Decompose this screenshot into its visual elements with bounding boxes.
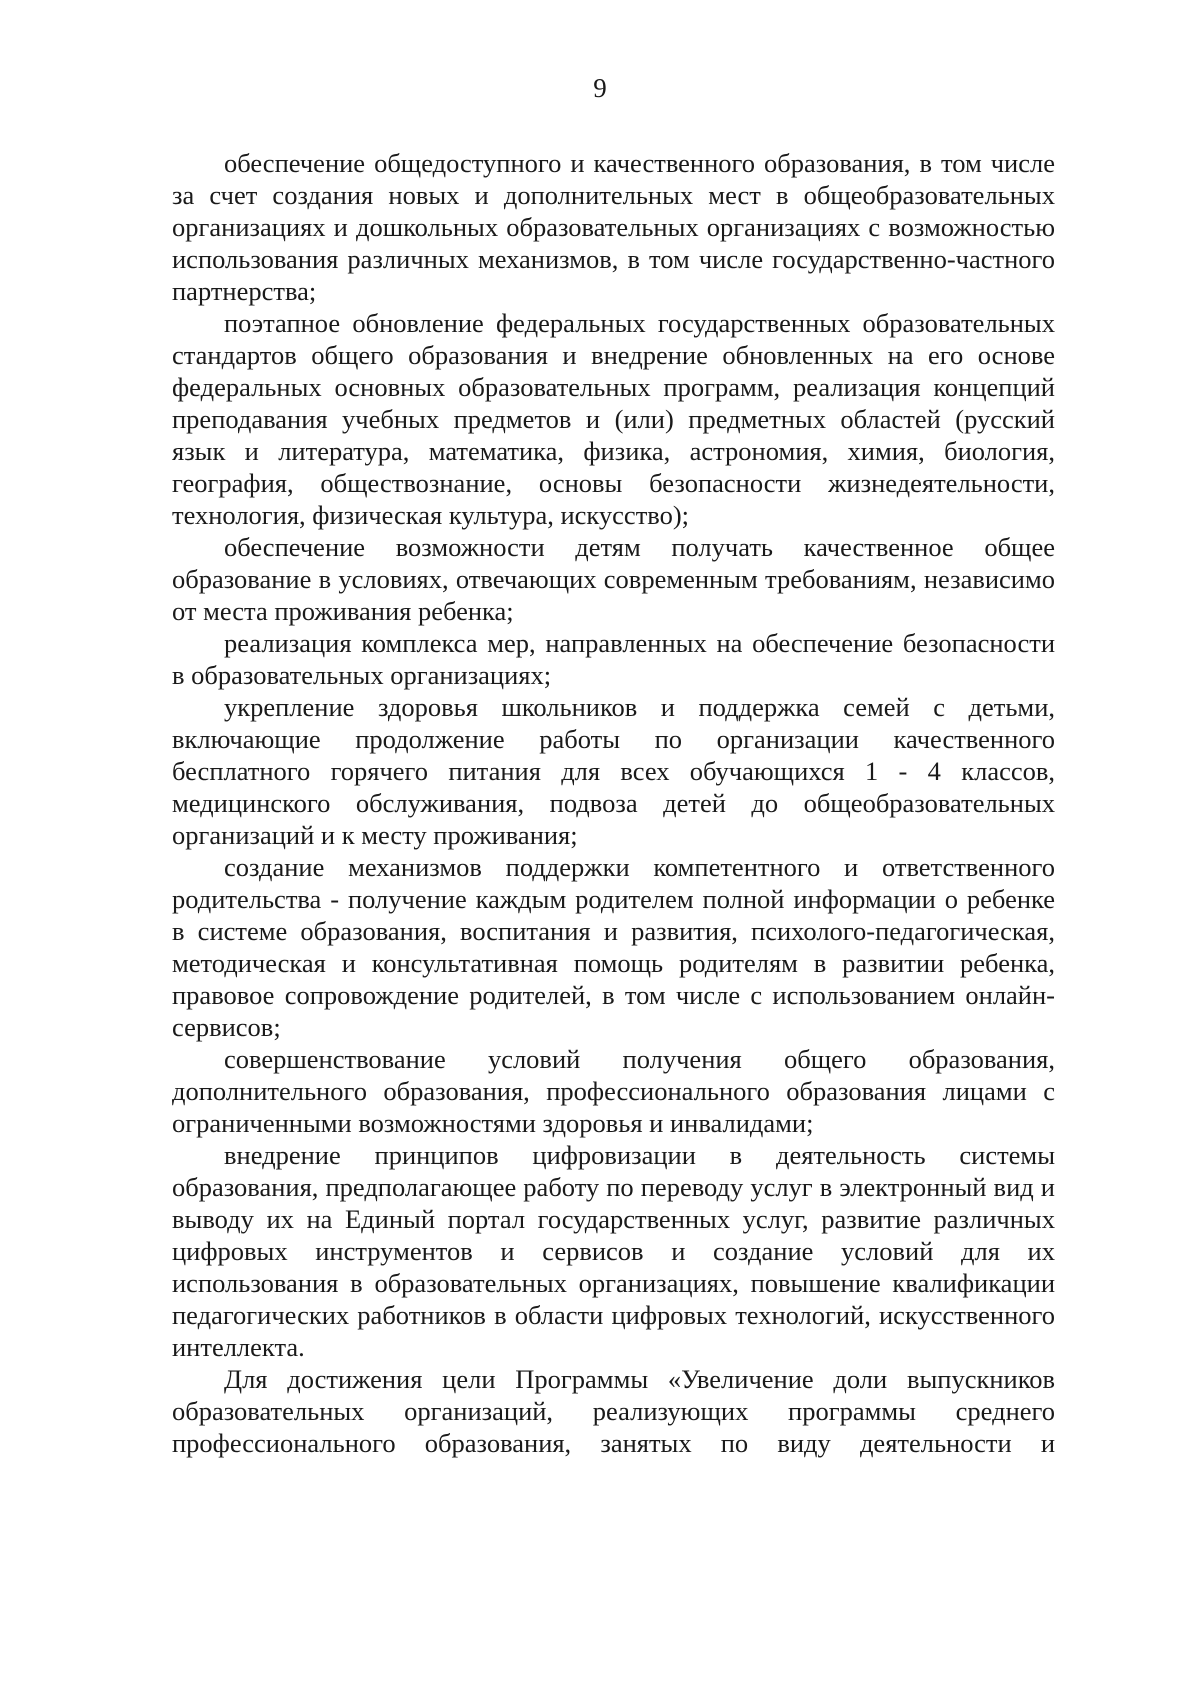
paragraph-parenting-support: создание механизмов поддержки компетентного и ответственного родительства - получение каждым родителем полной информации о ребенке в системе образования, воспитания и развития, психолого-педагогическая, методическая и консультативная помощь родителям в развитии ребенка, правовое сопровождение родителей, в том числе с использованием онлайн-сервисов; [172, 852, 1055, 1042]
page-number: 9 [593, 73, 607, 103]
paragraph-student-health: укрепление здоровья школьников и поддержка семей с детьми, включающие продолжение работы по организации качественного бесплатного горячего питания для всех обучающихся 1 - 4 классов, медицинского обслуживания, подвоза детей до общеобразовательных организаций и к месту проживания; [172, 692, 1055, 850]
paragraph-digitalization: внедрение принципов цифровизации в деятельность системы образования, предполагающее работу по переводу услуг в электронный вид и выводу их на Единый портал государственных услуг, развитие различных цифровых инструментов и сервисов и создание условий для их использования в образовательных организациях, повышение квалификации педагогических работников в области цифровых технологий, искусственного интеллекта. [172, 1140, 1055, 1362]
paragraph-fgos-update: поэтапное обновление федеральных государственных образовательных стандартов общего образования и внедрение обновленных на его основе федеральных основных образовательных программ, реализация концепций преподавания учебных предметов и (или) предметных областей (русский язык и литература, математика, физика, астрономия, химия, биология, география, обществознание, основы безопасности жизнедеятельности, технология, физическая культура, искусство); [172, 308, 1055, 530]
paragraph-safety-measures: реализация комплекса мер, направленных на обеспечение безопасности в образовательных организациях; [172, 628, 1055, 690]
document-body [172, 147, 1055, 1459]
paragraph-general-education-access: обеспечение общедоступного и качественного образования, в том числе за счет создания новых и дополнительных мест в общеобразовательных организациях и дошкольных образовательных организациях с возможностью использования различных механизмов, в том числе государственно-частного партнерства; [172, 148, 1055, 306]
paragraph-inclusive-education: совершенствование условий получения общего образования, дополнительного образования, профессионального образования лицами с ограниченными возможностями здоровья и инвалидами; [172, 1044, 1055, 1138]
paragraph-education-opportunity: обеспечение возможности детям получать качественное общее образование в условиях, отвечающих современным требованиям, независимо от места проживания ребенка; [172, 532, 1055, 626]
paragraph-program-goal: Для достижения цели Программы «Увеличение доли выпускников образовательных организаций, реализующих программы среднего профессионального образования, занятых по виду деятельности и [172, 1364, 1055, 1458]
